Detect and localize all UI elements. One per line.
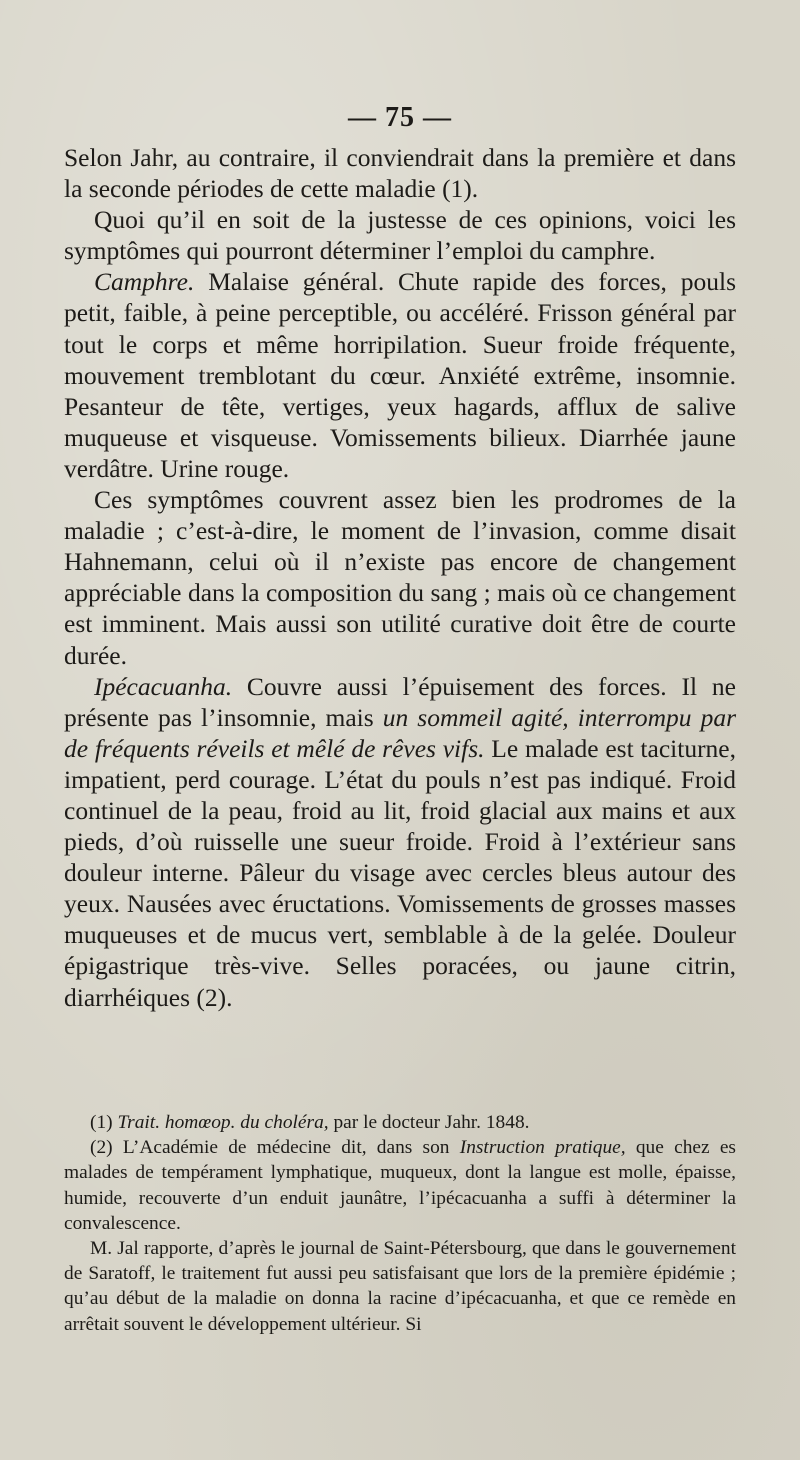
remedy-heading-ipecacuanha: Ipécacuanha. — [94, 671, 233, 701]
paragraph-4: Ces symptômes couvrent assez bien les prodromes de la maladie ; c’est-à-dire, le moment de l’invasion, comme disait Hahnemann, celui où il n’existe pas encore de changement appréciable dans la composition du sang ; mais où ce changement est imminent. Mais aussi son utilité curative doit être de courte durée. — [64, 485, 736, 670]
paragraph-camphre — [64, 266, 736, 484]
footnote-1 — [64, 1110, 736, 1135]
ipecacuanha-emphasis: un sommeil agité, interrompu par de fréquents réveils et mêlé de rêves vifs. — [64, 702, 736, 763]
main-text — [64, 142, 736, 1013]
footnotes — [64, 1110, 736, 1337]
paragraph-ipecacuanha — [64, 671, 736, 1013]
footnote-1-mark: (1) — [90, 1112, 118, 1133]
remedy-heading-camphre: Camphre. — [94, 267, 195, 297]
ipecacuanha-text-b: Le malade est taciturne, impatient, perd courage. L’état du pouls n’est pas indiqué. Froid continuel de la peau, froid au lit, froid glacial aux mains et aux pieds, d’où ruisselle une sueur froide. Froid à l’extérieur sans douleur interne. Pâleur du visage avec cercles bleus autour des yeux. Nausées avec éructations. Vomissements de grosses masses muqueuses et de mucus vert, semblable à de la gelée. Douleur épigastrique très-vive. Selles poracées, ou jaune citrin, diarrhéiques (2). — [64, 733, 737, 1012]
footnote-2-text-b: que chez es malades de tempérament lymphatique, muqueux, dont la langue est molle, épaisse, humide, recouverte d’un enduit jaunâtre, l’ipécacuanha a suffi à déterminer la convalescence. — [64, 1137, 736, 1234]
footnote-2-continuation: M. Jal rapporte, d’après le journal de Saint-Pétersbourg, que dans le gouvernement de Saratoff, le traitement fut aussi peu satisfaisant que lors de la première épidémie ; qu’au début de la maladie on donna la racine d’ipécacuanha, et que ce remède en arrêtait souvent le développement ultérieur. Si — [64, 1238, 736, 1335]
footnote-2-text-a: (2) L’Académie de médecine dit, dans son — [90, 1137, 460, 1159]
paragraph-1: Selon Jahr, au contraire, il conviendrait dans la première et dans la seconde périodes de cette maladie (1). — [64, 143, 736, 204]
footnote-1-text: par le docteur Jahr. 1848. — [328, 1112, 530, 1133]
footnote-2-title: Instruction pratique, — [459, 1137, 626, 1159]
camphre-symptoms: Malaise général. Chute rapide des forces, pouls petit, faible, à peine perceptible, ou accéléré. Frisson général par tout le corps et même horripilation. Sueur froide fréquente, mouvement tremblotant du cœur. Anxiété extrême, insomnie. Pesanteur de tête, vertiges, yeux hagards, afflux de salive muqueuse et visqueuse. Vomissements bilieux. Diarrhée jaune verdâtre. Urine rouge. — [64, 267, 736, 483]
footnote-2 — [64, 1135, 736, 1236]
footnote-1-title: Trait. homœop. du choléra, — [117, 1112, 329, 1133]
ipecacuanha-text-a: Couvre aussi l’épuisement des forces. Il ne présente pas l’insomnie, mais — [64, 671, 736, 732]
paragraph-2: Quoi qu’il en soit de la justesse de ces opinions, voici les symptômes qui pourront déterminer l’emploi du camphre. — [64, 205, 736, 266]
page-number: — 75 — — [348, 102, 452, 133]
